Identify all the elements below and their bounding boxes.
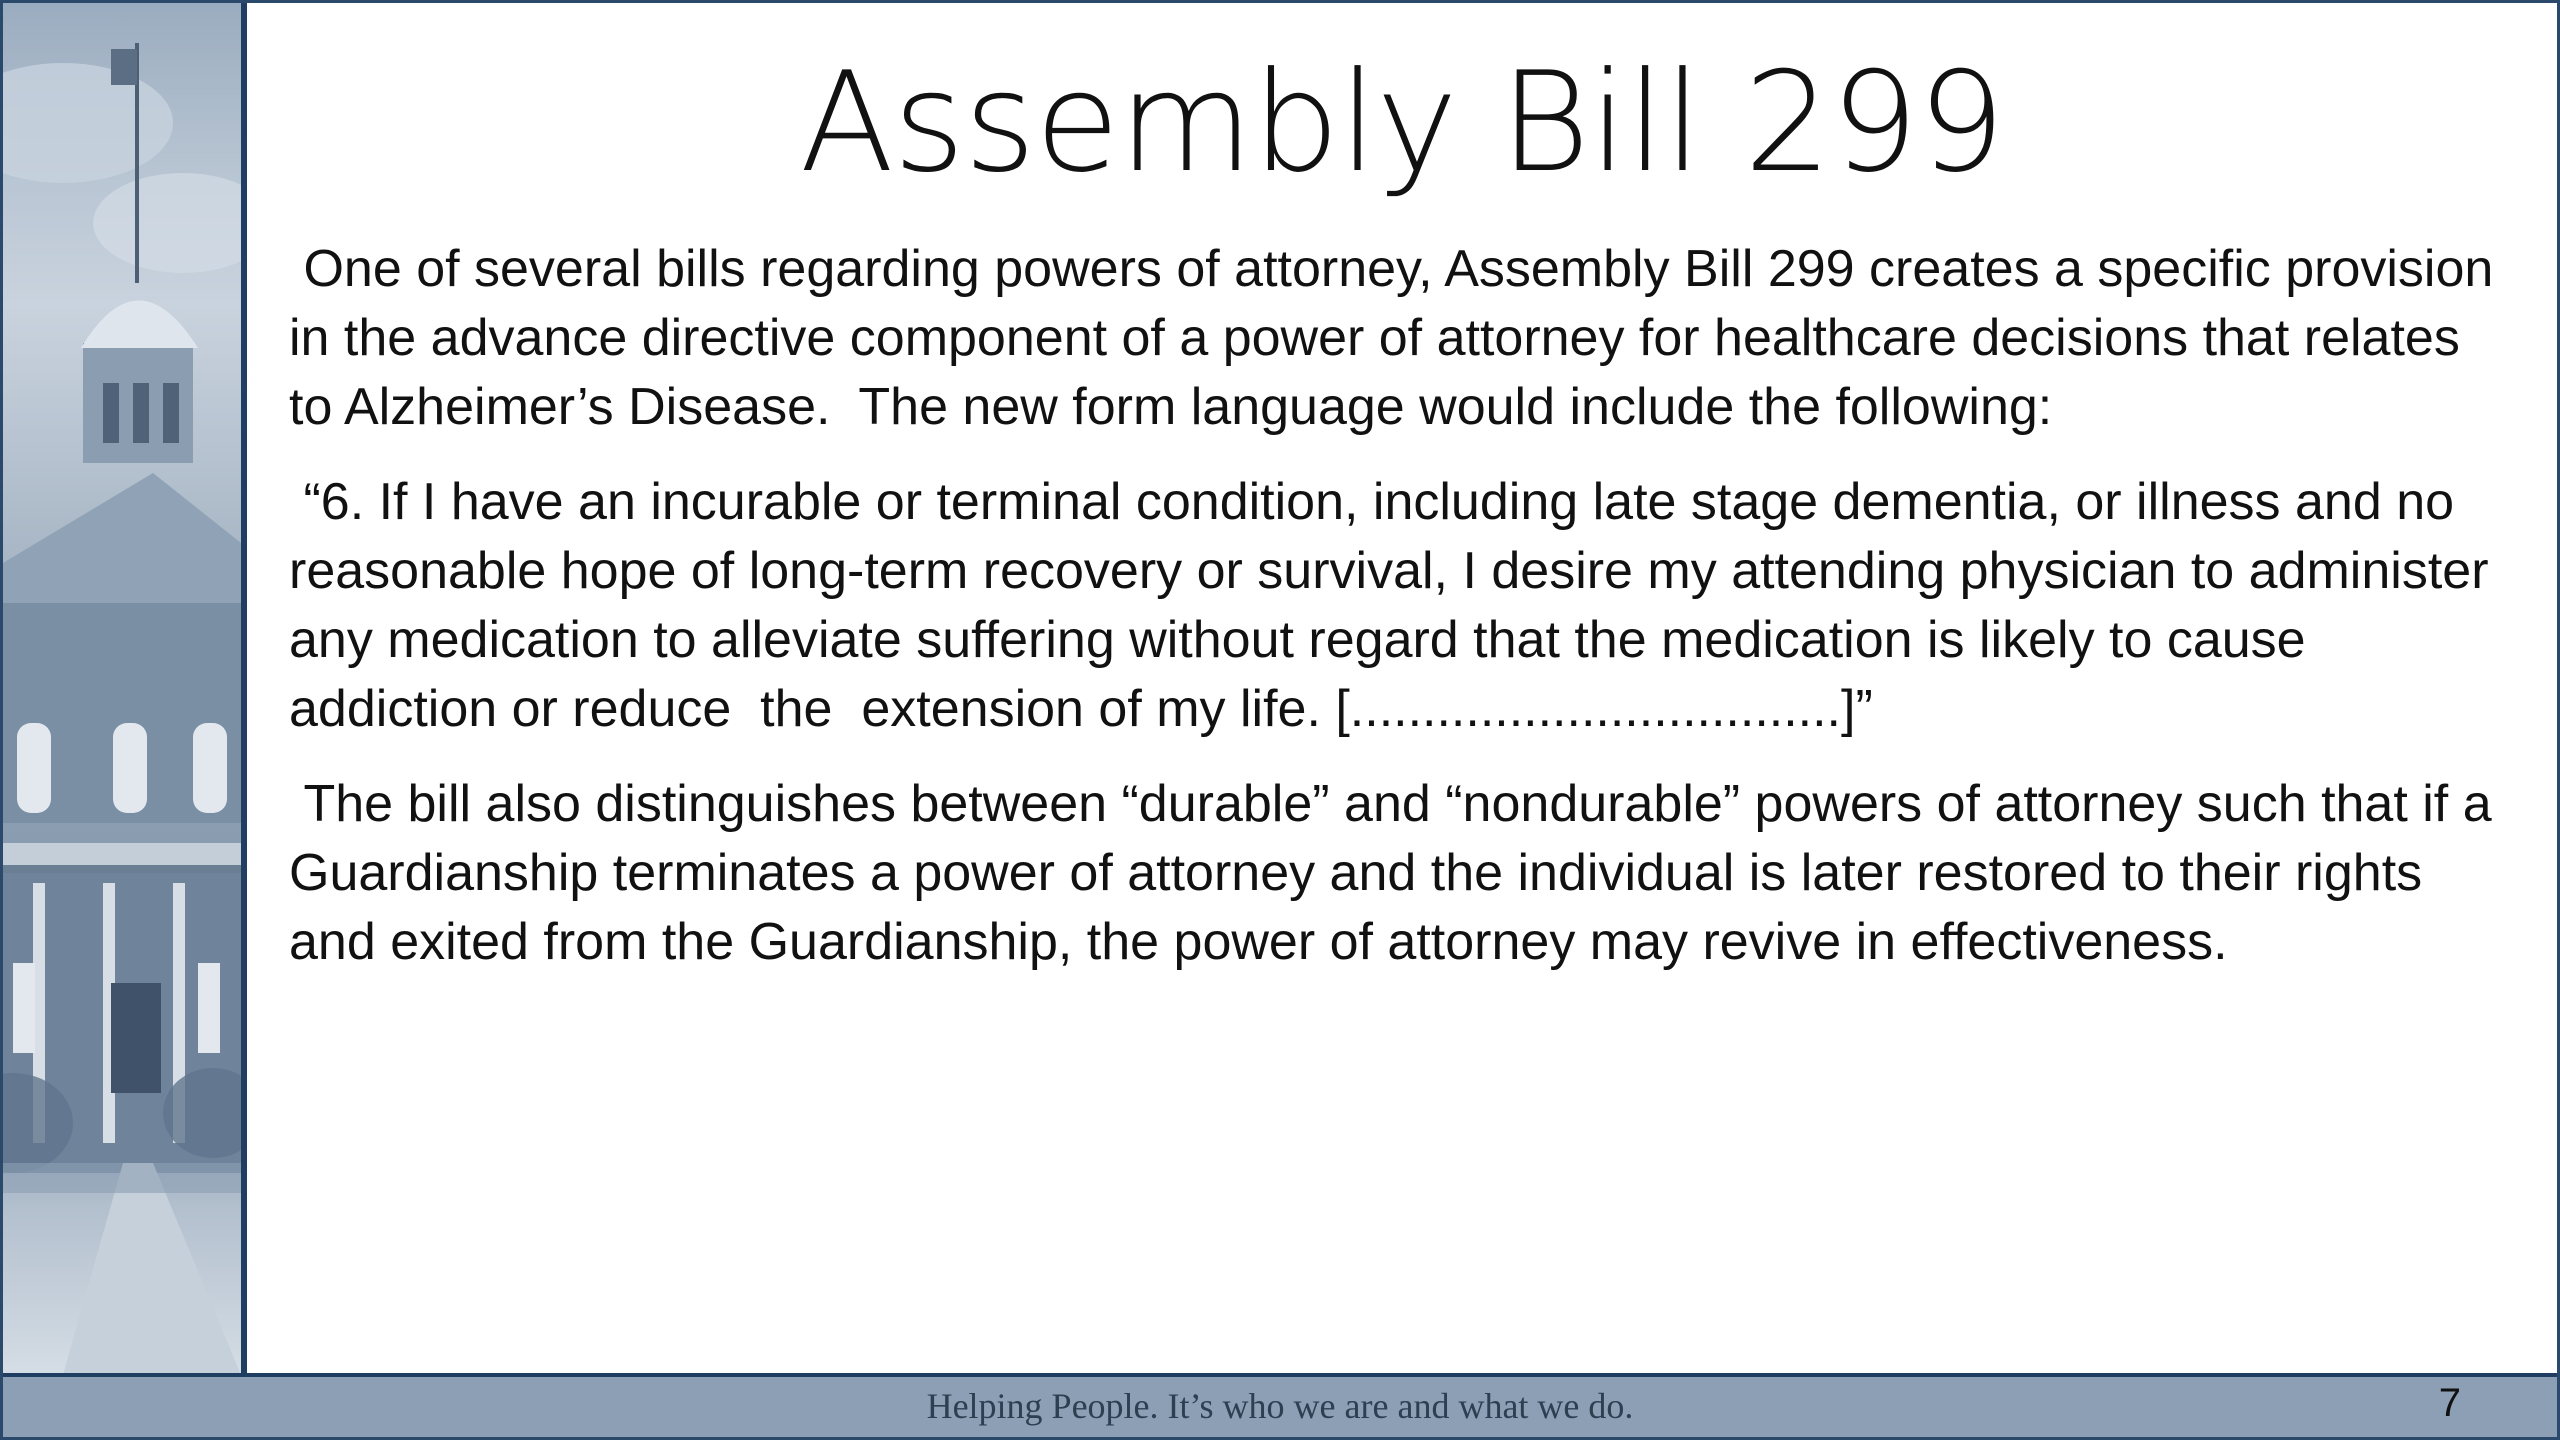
slide-title: Assembly Bill 299 (799, 42, 2005, 203)
slide-body (289, 235, 2508, 1003)
intro-paragraph: One of several bills regarding powers of attorney, Assembly Bill 299 creates a specific provision in the advance directive component of a power of attorney for healthcare decisions that relates to Alzheimer’s Disease. The new form language would include the following: (289, 240, 2508, 436)
footer-tagline: Helping People. It’s who we are and what we do. (926, 1386, 1634, 1426)
side-divider (241, 3, 247, 1375)
page-number: 7 (2438, 1381, 2461, 1425)
capitol-building-image (3, 3, 241, 1375)
durable-powers-paragraph: The bill also distinguishes between “durable” and “nondurable” powers of attorney such that if a Guardianship terminates a power of attorney and the individual is later restored to their rights and exited from the Guardianship, the power of attorney may revive in effectiveness. (289, 775, 2507, 971)
quoted-provision-paragraph: “6. If I have an incurable or terminal condition, including late stage dementia, or illness and no reasonable hope of long-term recovery or survival, I desire my attending physician to administer any medication to alleviate suffering without regard that the medication is likely to cause addiction or reduce the extension of my life. [..................................]” (289, 473, 2503, 738)
slide-footer (3, 1373, 2557, 1437)
